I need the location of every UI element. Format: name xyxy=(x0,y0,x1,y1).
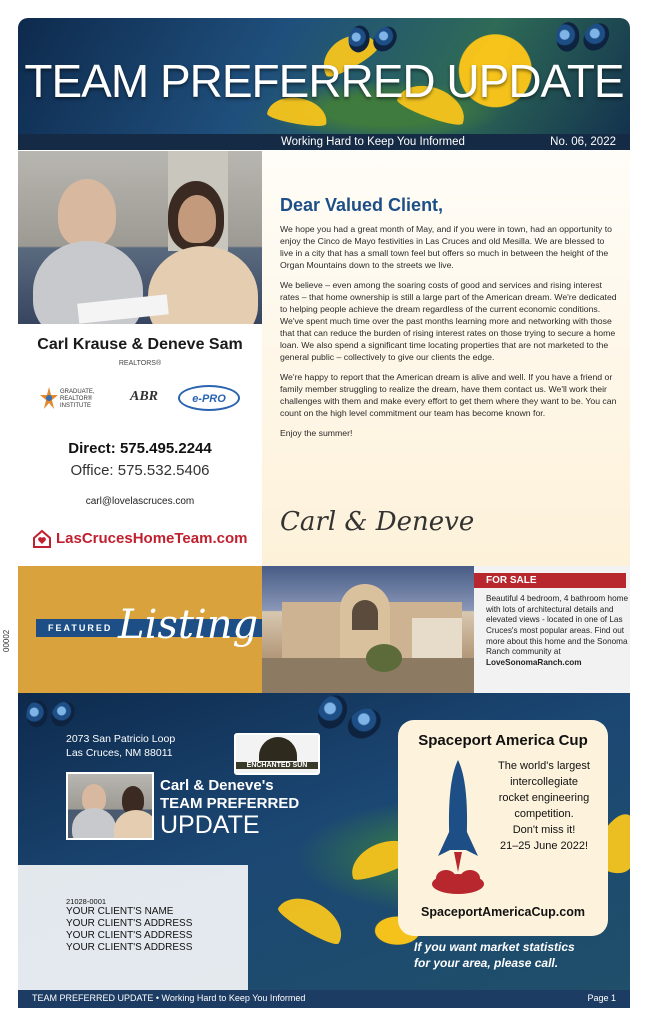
agents-thumbnail xyxy=(66,772,154,840)
masthead xyxy=(18,18,630,150)
newsletter-page xyxy=(18,18,630,1008)
listing-photo xyxy=(262,566,474,693)
letter-paragraph: We believe – even among the soaring costs of good and services and rising interest rates – that home ownership is still a large part of the American dream. We're dedicated to helping people achieve the dream regardless of the current economic conditions. We've spent much time over the past months learning more and networking with those that that can reduce the burden of rising interest rates on those trying to secure a home loan. We also spend a significant time locating properties that are not marketed to the general public – collectively to give our clients the edge. xyxy=(280,280,617,362)
return-address: 2073 San Patricio Loop Las Cruces, NM 88011 xyxy=(66,733,176,760)
house-heart-icon xyxy=(32,529,52,549)
agent-names: Carl Krause & Deneve Sam xyxy=(37,336,243,353)
team-line-3: UPDATE xyxy=(160,811,260,839)
spaceport-url[interactable]: SpaceportAmericaCup.com xyxy=(421,905,585,919)
house-window xyxy=(352,600,378,630)
letter-paragraph: We hope you had a great month of May, and if you were in town, had an opportunity to enjoy the Cinco de Mayo festivities in Las Cruces and old Mesilla. We are blessed to live in a city that has a small town feel but offers so much in between the height of the Organ Mountains down to the streets we live. xyxy=(280,224,612,270)
spaceport-title: Spaceport America Cup xyxy=(418,732,588,749)
recipient-block: 21028-0001 YOUR CLIENT'S NAME YOUR CLIENT'S ADDRESS YOUR CLIENT'S ADDRESS YOUR CLIENT'S ADDRESS xyxy=(66,897,193,953)
letter-body xyxy=(280,223,618,447)
credential-logos: GRADUATE, REALTOR® INSTITUTE ABR e-PRO xyxy=(40,383,245,415)
page-footer xyxy=(18,990,630,1008)
butterfly-icon xyxy=(348,26,396,54)
newsletter-title: TEAM PREFERRED UPDATE xyxy=(24,55,624,107)
market-stats-callout: If you want market statistics for your area, please call. xyxy=(414,940,575,971)
flower-petal xyxy=(275,888,351,949)
sun-icon xyxy=(259,737,297,761)
website-url[interactable]: LasCrucesHomeTeam.com xyxy=(56,530,248,547)
listing-script: Listing xyxy=(118,602,259,648)
signature: Carl & Deneve xyxy=(280,507,475,537)
abr-logo: ABR xyxy=(129,389,158,404)
issue-number: No. 06, 2022 xyxy=(550,136,616,148)
page-number: Page 1 xyxy=(587,993,616,1003)
office-phone[interactable]: Office: 575.532.5406 xyxy=(70,462,210,479)
shrub xyxy=(366,644,402,672)
agent-face xyxy=(178,195,216,243)
mailer-panel xyxy=(18,693,630,990)
garage-door xyxy=(412,618,462,658)
for-sale-header: FOR SALE xyxy=(474,573,626,588)
gri-star-icon xyxy=(40,387,58,409)
agents-photo xyxy=(18,151,262,324)
letter-greeting: Dear Valued Client, xyxy=(280,195,444,215)
mailing-code: 21028-0001 xyxy=(66,897,107,906)
spaceport-card xyxy=(398,720,608,936)
rocket-icon xyxy=(428,760,488,900)
butterfly-icon xyxy=(556,23,609,54)
for-sale-panel xyxy=(474,566,630,693)
listing-link[interactable]: LoveSonomaRanch.com xyxy=(486,657,582,667)
agent-head xyxy=(58,179,116,247)
team-line-1: Carl & Deneve's xyxy=(160,777,274,794)
tagline-bar xyxy=(18,134,630,150)
letter-closing: Enjoy the summer! xyxy=(280,428,353,438)
spaceport-description: The world's largest intercollegiate rocket engineering competition. Don't miss it! 21–25 June 2022! xyxy=(498,760,590,852)
butterfly-icon xyxy=(26,701,74,729)
website-link[interactable] xyxy=(32,529,256,551)
client-letter xyxy=(262,151,630,566)
butterfly-icon xyxy=(312,693,383,747)
direct-phone[interactable]: Direct: 575.495.2244 xyxy=(68,440,212,457)
tagline: Working Hard to Keep You Informed xyxy=(281,136,465,148)
team-line-2: TEAM PREFERRED xyxy=(160,795,300,812)
letter-paragraph: We're happy to report that the American dream is alive and well. If you have a friend or family member struggling to realize the dream, have them contact us. We'll work their challenges with them and make every effort to get them where they want to be. You can count on the high level commitment our team has become known for. xyxy=(280,372,617,418)
featured-label: FEATURED xyxy=(48,623,113,633)
footer-title: TEAM PREFERRED UPDATE • Working Hard to Keep You Informed xyxy=(32,993,306,1003)
side-code: 00002 xyxy=(2,629,11,652)
realtors-designation: REALTORS® xyxy=(118,360,162,367)
featured-listing-banner xyxy=(18,566,262,693)
for-sale-text: Beautiful 4 bedroom, 4 bathroom home with lots of architectural details and elevated views - located in one of Las Cruces's most popular areas. Find out more about this home and the Sonoma Ranch community at LoveSonomaRanch.com xyxy=(486,594,629,667)
epro-logo: e-PRO xyxy=(178,385,240,411)
enchanted-sun-logo: ENCHANTED SUN xyxy=(234,733,320,775)
agent-email[interactable]: carl@lovelascruces.com xyxy=(85,496,195,507)
